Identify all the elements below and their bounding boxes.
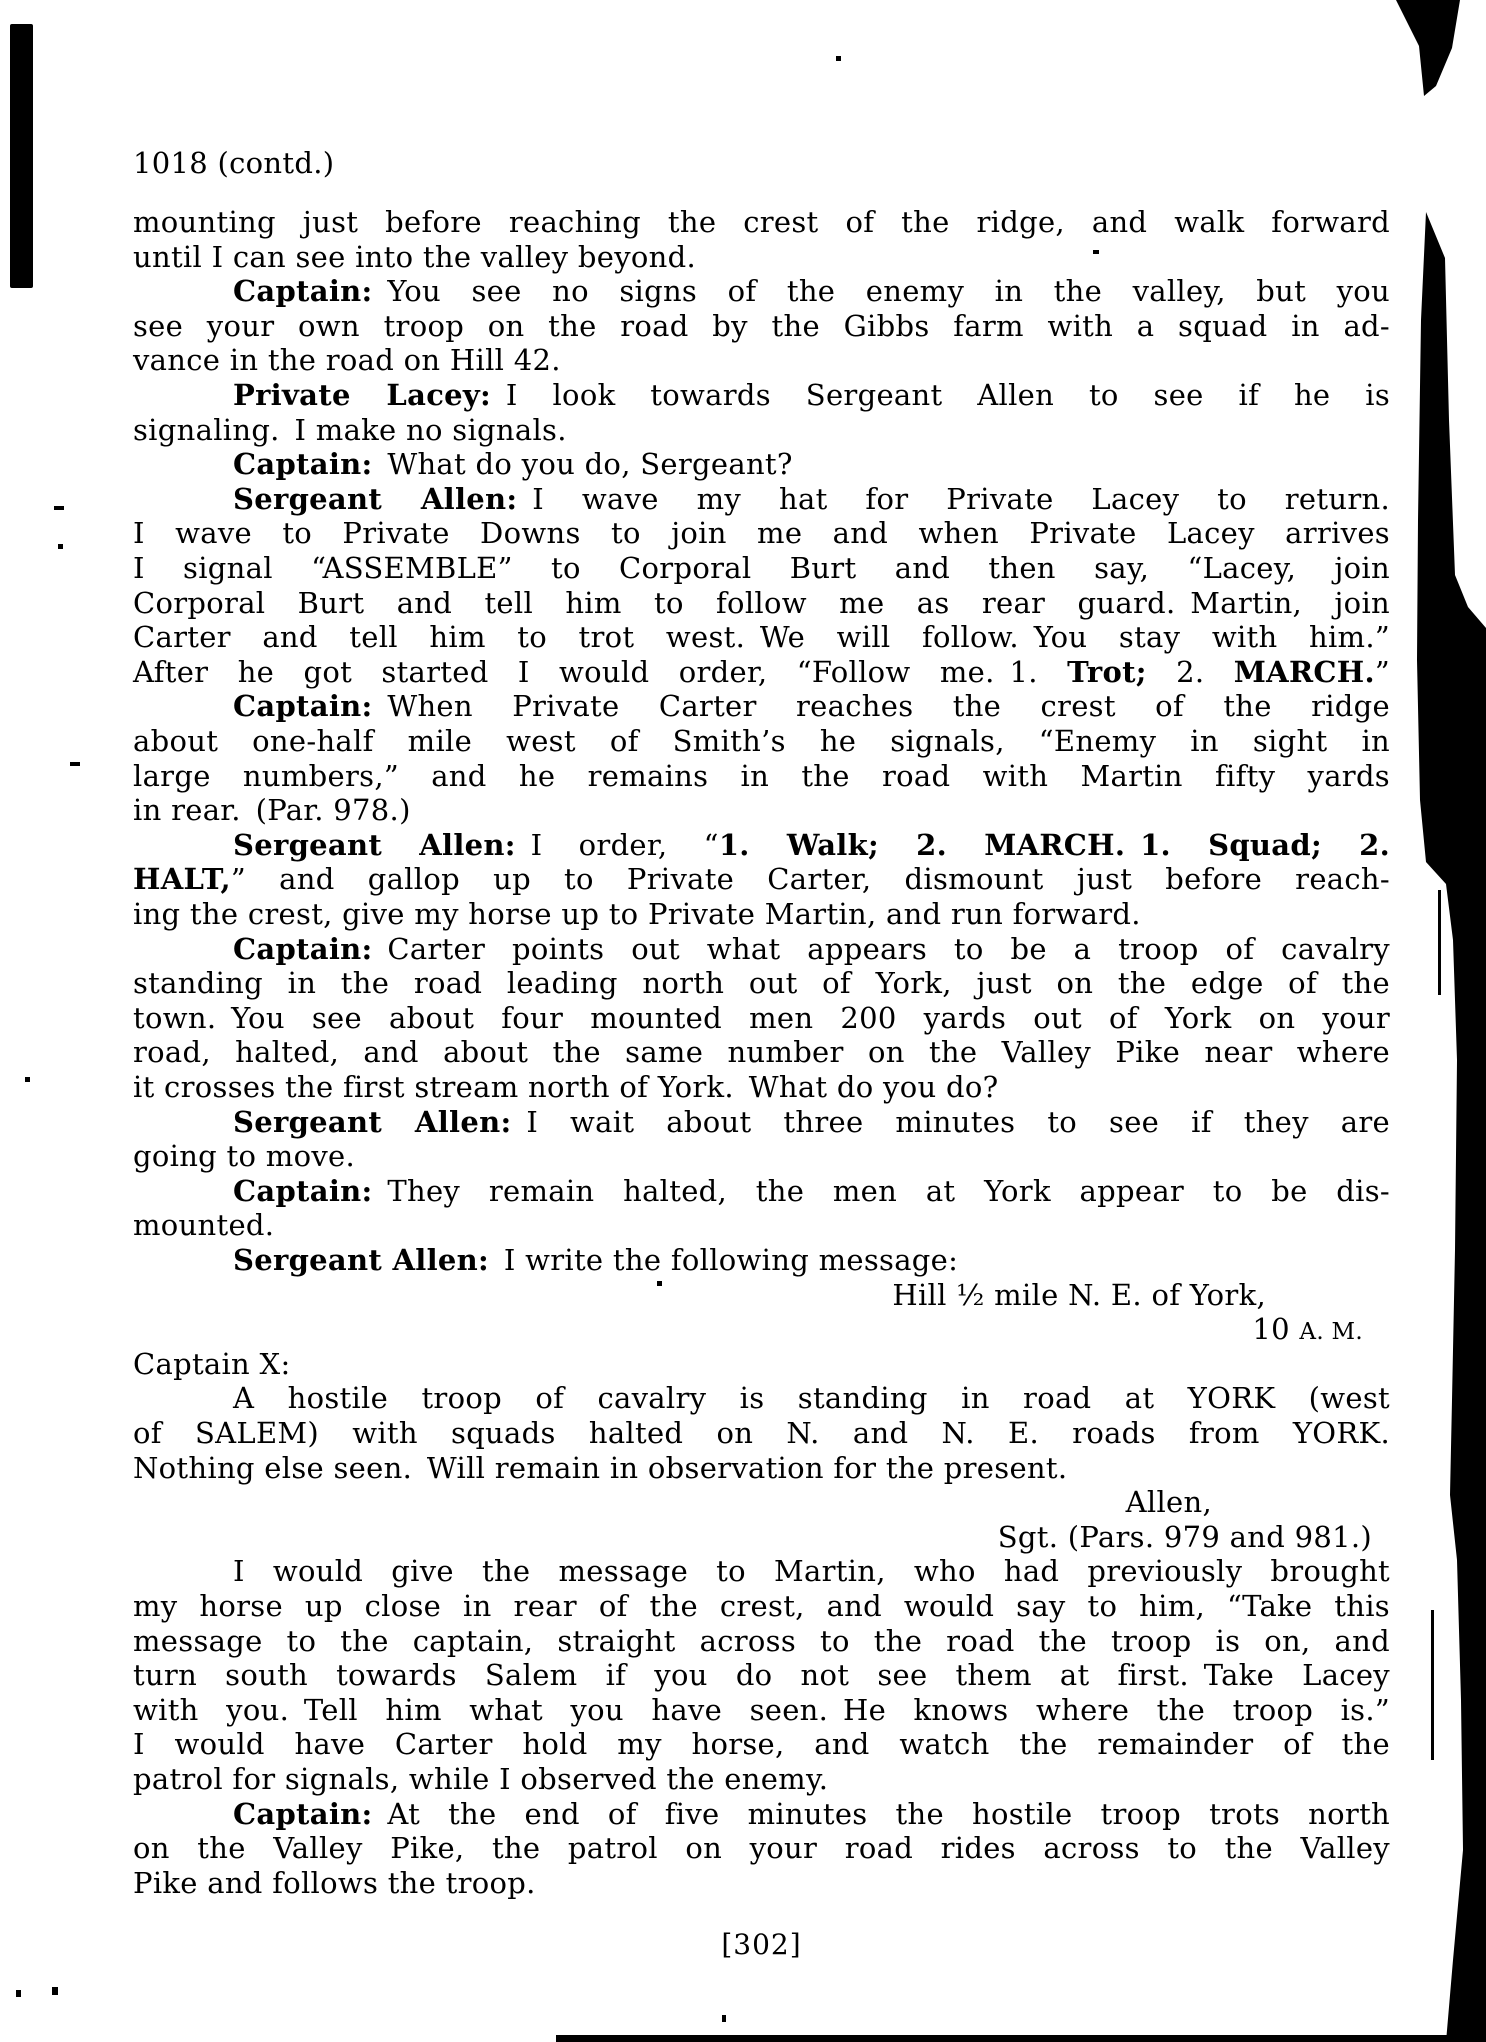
text-segment: mounting just before reaching the crest of the ridge, and walk forward [133, 205, 1390, 239]
text-segment: Corporal Burt and tell him to follow me as rear guard. Martin, join [133, 585, 1390, 620]
speaker-label: Captain: [233, 447, 373, 482]
text-segment: road, halted, and about the same number on the Valley Pike near where [133, 1035, 1390, 1070]
speaker-label: HALT, [133, 862, 231, 897]
text-segment: going to move. [133, 1139, 356, 1174]
scan-speck [54, 506, 64, 510]
text-segment: A hostile troop of cavalry is standing in road at YORK (west [233, 1381, 1390, 1416]
text-line [133, 793, 1390, 829]
scan-line-right-2 [1438, 890, 1441, 995]
speaker-label: Sergeant Allen: [233, 827, 516, 862]
text-segment: ing the crest, give my horse up to Private Martin, and run forward. [133, 897, 1141, 931]
text-segment: Sgt. (Pars. 979 and 981.) [997, 1519, 1372, 1554]
text-line [133, 1416, 1390, 1452]
text-line [133, 1693, 1390, 1729]
text-line [133, 1589, 1390, 1625]
text-segment: ” and gallop up to Private Carter, dismount just before reach- [230, 862, 1390, 897]
speaker-label: 1. Walk; 2. MARCH. 1. Squad; 2. [718, 827, 1391, 862]
speaker-label: Private Lacey: [233, 378, 492, 412]
text-line [133, 1208, 1390, 1244]
text-line [133, 413, 1390, 449]
text-segment: in rear. (Par. 978.) [133, 793, 411, 828]
text-line [133, 586, 1390, 622]
text-segment: What do you do, Sergeant? [372, 447, 793, 482]
text-line [133, 1520, 1390, 1556]
text-line [133, 1797, 1390, 1833]
text-line [133, 274, 1390, 310]
text-line [133, 689, 1390, 725]
text-segment: A. M. [1299, 1319, 1363, 1346]
text-segment: Carter points out what appears to be a troop of cavalry [372, 931, 1390, 966]
text-line [133, 620, 1390, 656]
text-line [133, 1070, 1390, 1106]
text-segment: 10 [1252, 1312, 1300, 1347]
text-line [133, 1278, 1390, 1314]
section-header: 1018 (contd.) [133, 146, 335, 180]
speaker-label: Captain: [233, 931, 373, 966]
text-segment: mounted. [133, 1208, 275, 1243]
text-line [133, 724, 1390, 760]
scan-blob-top-right [1396, 0, 1460, 96]
text-segment: ” [1374, 654, 1391, 689]
text-segment: patrol for signals, while I observed the enemy. [133, 1762, 829, 1796]
speaker-label: Captain: [233, 689, 373, 724]
text-line [133, 1312, 1390, 1348]
text-line [133, 828, 1390, 864]
text-segment: I would have Carter hold my horse, and watch the remainder of the [133, 1727, 1390, 1762]
text-block [133, 205, 1390, 1925]
text-line [133, 1139, 1390, 1175]
text-line [133, 1727, 1390, 1763]
text-line [133, 1174, 1390, 1210]
text-segment: I wait about three minutes to see if they are [511, 1104, 1390, 1139]
text-line [133, 1381, 1390, 1417]
text-segment: I write the following message: [489, 1243, 959, 1277]
scan-bar-left [10, 24, 33, 288]
text-segment: town. You see about four mounted men 200 yards out of York on your [133, 1000, 1390, 1035]
text-line [133, 1624, 1390, 1660]
speaker-label: Sergeant Allen: [233, 481, 518, 516]
text-line [133, 205, 1390, 241]
text-line [133, 932, 1390, 968]
text-line [133, 1658, 1390, 1694]
text-segment: I signal “ASSEMBLE” to Corporal Burt and then say, “Lacey, join [133, 551, 1390, 585]
text-segment: see your own troop on the road by the Gibbs farm with a squad in ad- [133, 308, 1390, 343]
text-line [133, 1831, 1390, 1867]
speaker-label: Captain: [233, 1796, 373, 1831]
scan-speck [1425, 252, 1440, 264]
text-segment: signaling. I make no signals. [133, 412, 567, 447]
speaker-label: Sergeant Allen: [233, 1243, 490, 1277]
text-line [133, 1347, 1390, 1383]
scan-speck [58, 544, 63, 549]
text-segment: I wave my hat for Private Lacey to return. [517, 481, 1390, 516]
text-segment: on the Valley Pike, the patrol on your road rides across to the Valley [133, 1831, 1390, 1866]
text-segment: They remain halted, the men at York appear to be dis- [372, 1173, 1390, 1208]
text-line [133, 897, 1390, 933]
text-segment: about one-half mile west of Smith’s he signals, “Enemy in sight in [133, 724, 1390, 758]
text-line [133, 862, 1390, 898]
text-segment: Carter and tell him to trot west. We will follow. You stay with him.” [133, 620, 1390, 655]
text-segment: I look towards Sergeant Allen to see if he is [491, 378, 1391, 412]
text-line [133, 1243, 1390, 1279]
speaker-label: Captain: [233, 274, 373, 309]
text-segment: I wave to Private Downs to join me and when Private Lacey arrives [133, 516, 1390, 551]
text-segment: until I can see into the valley beyond. [133, 239, 697, 274]
text-segment: vance in the road on Hill 42. [133, 343, 561, 378]
text-segment: 2. [1146, 654, 1234, 689]
text-segment: I would give the message to Martin, who had previously brought [233, 1554, 1390, 1589]
text-segment: I order, “ [515, 827, 719, 862]
text-line [133, 309, 1390, 345]
text-segment: Hill ½ mile N. E. of York, [892, 1277, 1266, 1312]
text-segment: it crosses the first stream north of York. What do you do? [133, 1070, 999, 1104]
scan-line-right-1 [1431, 1610, 1434, 1760]
text-line [133, 240, 1390, 276]
text-segment: Captain X: [133, 1346, 291, 1381]
text-segment: with you. Tell him what you have seen. He knows where the troop is.” [133, 1692, 1390, 1727]
scan-speck [25, 1077, 30, 1082]
scan-speck [52, 1987, 58, 1995]
text-line [133, 1866, 1390, 1902]
text-segment: turn south towards Salem if you do not see them at first. Take Lacey [133, 1658, 1390, 1693]
text-line [133, 655, 1390, 691]
text-line [133, 1035, 1390, 1071]
text-line [133, 1554, 1390, 1590]
scan-speck [836, 56, 841, 61]
text-line [133, 1485, 1390, 1521]
text-line [133, 1105, 1390, 1141]
text-line [133, 551, 1390, 587]
text-segment: Pike and follows the troop. [133, 1865, 536, 1900]
speaker-label: MARCH. [1233, 654, 1375, 689]
page-number: [302] [721, 1928, 802, 1961]
text-segment: Nothing else seen. Will remain in observation for the present. [133, 1450, 1068, 1485]
scan-speck [722, 2015, 726, 2022]
text-segment: message to the captain, straight across to the road the troop is on, and [133, 1623, 1390, 1658]
speaker-label: Sergeant Allen: [233, 1104, 512, 1139]
text-segment: standing in the road leading north out of York, just on the edge of the [133, 966, 1390, 1001]
text-line [133, 482, 1390, 518]
text-segment: my horse up close in rear of the crest, and would say to him, “Take this [133, 1589, 1390, 1623]
scan-speck [16, 1990, 21, 1997]
text-line [133, 343, 1390, 379]
speaker-label: Captain: [233, 1173, 373, 1208]
text-line [133, 378, 1390, 414]
text-segment: of SALEM) with squads halted on N. and N. E. roads from YORK. [133, 1416, 1390, 1450]
text-line [133, 759, 1390, 795]
text-segment: You see no signs of the enemy in the valley, but you [372, 274, 1390, 309]
scan-speck [70, 762, 80, 766]
text-line [133, 447, 1390, 483]
scan-band-right-edge [1417, 212, 1486, 2042]
text-line [133, 1451, 1390, 1487]
text-line [133, 1001, 1390, 1037]
text-segment: At the end of five minutes the hostile troop trots north [372, 1796, 1390, 1831]
scan-strip-bottom [556, 2035, 1486, 2042]
speaker-label: Trot; [1067, 654, 1147, 689]
text-segment: Allen, [1125, 1485, 1212, 1520]
text-segment: large numbers,” and he remains in the road with Martin fifty yards [133, 758, 1390, 793]
text-line [133, 966, 1390, 1002]
text-segment: After he got started I would order, “Follow me. 1. [133, 654, 1068, 689]
text-line [133, 516, 1390, 552]
text-line [133, 1762, 1390, 1798]
text-segment: When Private Carter reaches the crest of the ridge [372, 689, 1390, 724]
